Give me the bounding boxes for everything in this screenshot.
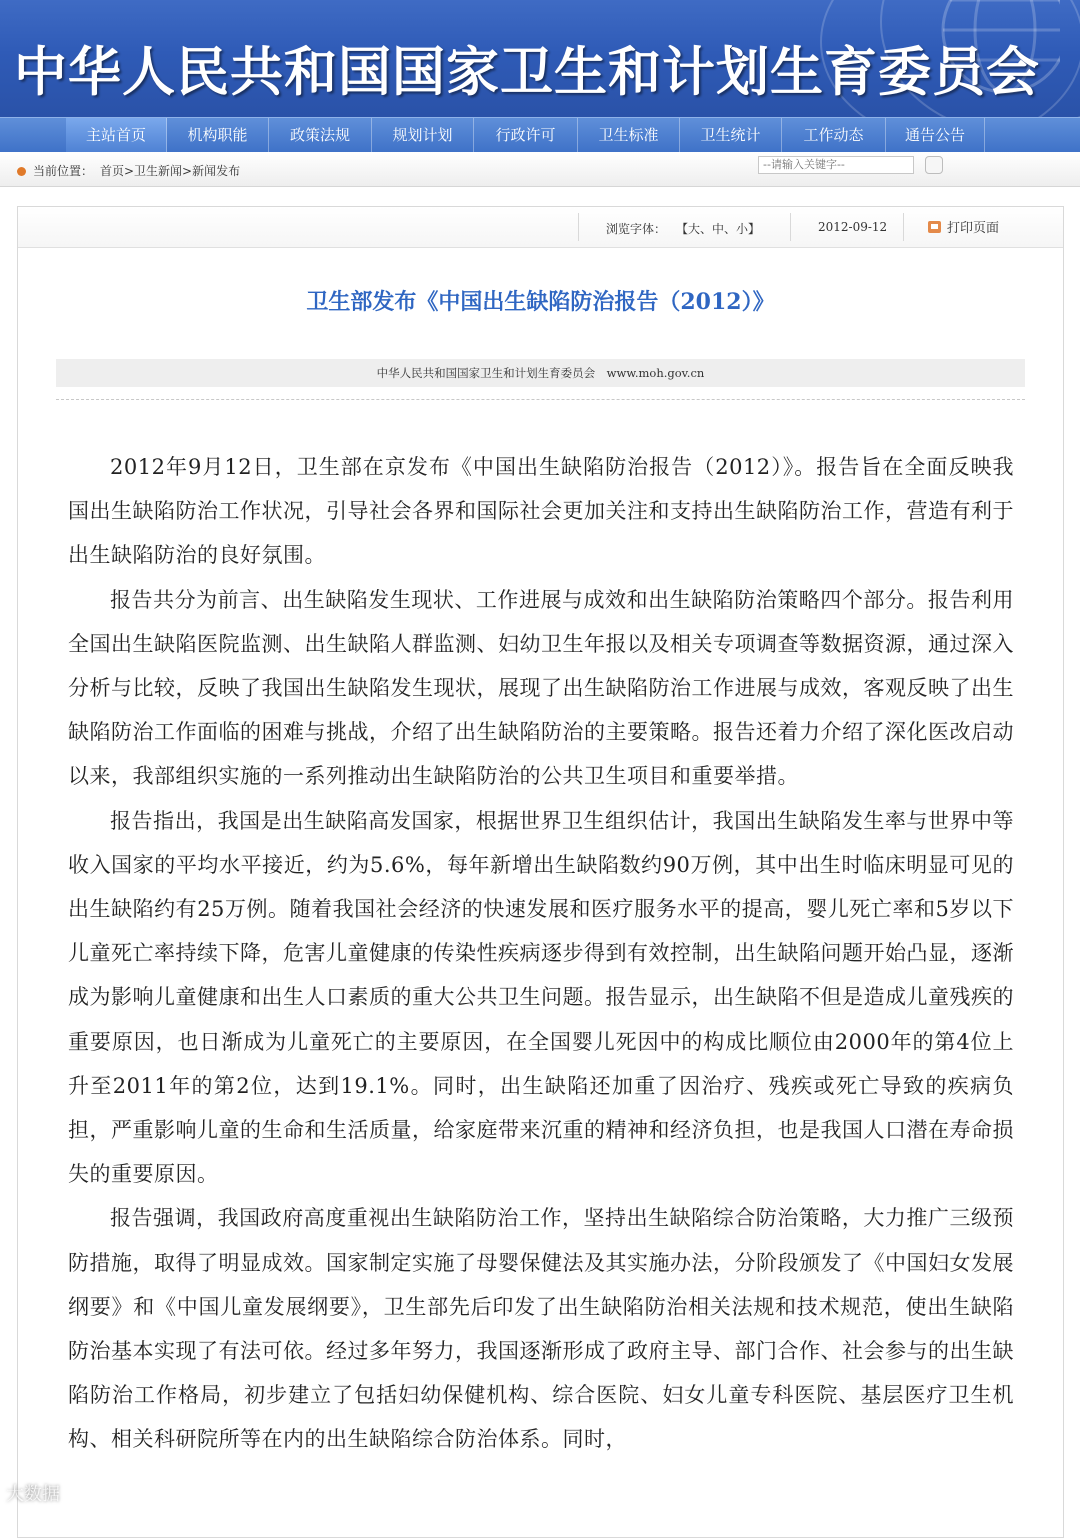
search-button[interactable] <box>925 156 943 174</box>
print-icon <box>928 221 941 233</box>
search-input[interactable] <box>758 156 914 174</box>
nav-item-institution[interactable]: 机构职能 <box>167 118 269 152</box>
breadcrumb-bar <box>0 152 1080 187</box>
article-toolbar <box>18 207 1063 248</box>
article-paragraph: 报告强调，我国政府高度重视出生缺陷防治工作，坚持出生缺陷综合防治策略，大力推广三级预防措施，取得了明显成效。国家制定实施了母婴保健法及其实施办法，分阶段颁发了《中国妇女发展纲要》和《中国儿童发展纲要》，卫生部先后印发了出生缺陷防治相关法规和技术规范，使出生缺陷防治基本实现了有法可依。经过多年努力，我国逐渐形成了政府主导、部门合作、社会参与的出生缺陷防治工作格局，初步建立了包括妇幼保健机构、综合医院、妇女儿童专科医院、基层医疗卫生机构、相关科研院所等在内的出生缺陷综合防治体系。同时， <box>68 1206 1014 1452</box>
font-size-label: 浏览字体： <box>606 222 667 236</box>
publish-date: 2012-09-12 <box>818 220 888 234</box>
watermark: 大数据 <box>6 1484 60 1505</box>
article-paragraph: 报告指出，我国是出生缺陷高发国家，根据世界卫生组织估计，我国出生缺陷发生率与世界中等收入国家的平均水平接近，约为5.6%，每年新增出生缺陷数约90万例，其中出生时临床明显可见的出生缺陷约有25万例。随着我国社会经济的快速发展和医疗服务水平的提高，婴儿死亡率和5岁以下儿童死亡率持续下降，危害儿童健康的传染性疾病逐步得到有效控制，出生缺陷问题开始凸显，逐渐成为影响儿童健康和出生人口素质的重大公共卫生问题。报告显示，出生缺陷不但是造成儿童残疾的重要原因，也日渐成为儿童死亡的主要原因，在全国婴儿死因中的构成比顺位由2000年的第4位上升至2011年的第2位，达到19.1%。同时，出生缺陷还加重了因治疗、残疾或死亡导致的疾病负担，严重影响儿童的生命和生活质量，给家庭带来沉重的精神和经济负担，也是我国人口潜在寿命损失的重要原因。 <box>68 808 1014 1187</box>
breadcrumb[interactable]: 首页>卫生新闻>新闻发布 <box>100 164 241 178</box>
article-title: 卫生部发布《中国出生缺陷防治报告（2012）》 <box>306 289 775 315</box>
breadcrumb-prefix: 当前位置： <box>33 164 94 178</box>
nav-item-notices[interactable]: 通告公告 <box>886 118 985 152</box>
nav-item-policy[interactable]: 政策法规 <box>269 118 372 152</box>
article-source: 中华人民共和国国家卫生和计划生育委员会 www.moh.gov.cn <box>56 359 1025 387</box>
article-paragraph: 2012年9月12日，卫生部在京发布《中国出生缺陷防治报告（2012）》。报告旨在全面反映我国出生缺陷防治工作状况，引导社会各界和国际社会更加关注和支持出生缺陷防治工作，营造有利于出生缺陷防治的良好氛围。 <box>68 455 1014 568</box>
font-size-options[interactable]: 【大、中、小】 <box>676 222 761 236</box>
article-frame <box>17 206 1064 1538</box>
print-label: 打印页面 <box>947 221 1000 236</box>
nav-item-news[interactable]: 工作动态 <box>782 118 886 152</box>
divider <box>56 399 1025 400</box>
toolbar-divider <box>790 213 791 241</box>
toolbar-divider <box>578 213 579 241</box>
main-nav <box>0 117 1080 152</box>
nav-item-home[interactable]: 主站首页 <box>66 118 167 152</box>
nav-item-planning[interactable]: 规划计划 <box>372 118 474 152</box>
location-dot-icon <box>17 167 26 176</box>
print-button[interactable] <box>928 217 999 236</box>
site-title: 中华人民共和国国家卫生和计划生育委员会 <box>14 42 1040 103</box>
article-paragraph: 报告共分为前言、出生缺陷发生现状、工作进展与成效和出生缺陷防治策略四个部分。报告利用全国出生缺陷医院监测、出生缺陷人群监测、妇幼卫生年报以及相关专项调查等数据资源，通过深入分析与比较，反映了我国出生缺陷发生现状，展现了出生缺陷防治工作进展与成效，客观反映了出生缺陷防治工作面临的困难与挑战，介绍了出生缺陷防治的主要策略。报告还着力介绍了深化医改启动以来，我部组织实施的一系列推动出生缺陷防治的公共卫生项目和重要举措。 <box>68 587 1014 789</box>
article-body <box>68 445 1014 1462</box>
site-header <box>0 0 1080 117</box>
nav-item-license[interactable]: 行政许可 <box>474 118 578 152</box>
nav-item-statistics[interactable]: 卫生统计 <box>680 118 782 152</box>
toolbar-divider <box>903 213 904 241</box>
nav-item-standards[interactable]: 卫生标准 <box>578 118 680 152</box>
